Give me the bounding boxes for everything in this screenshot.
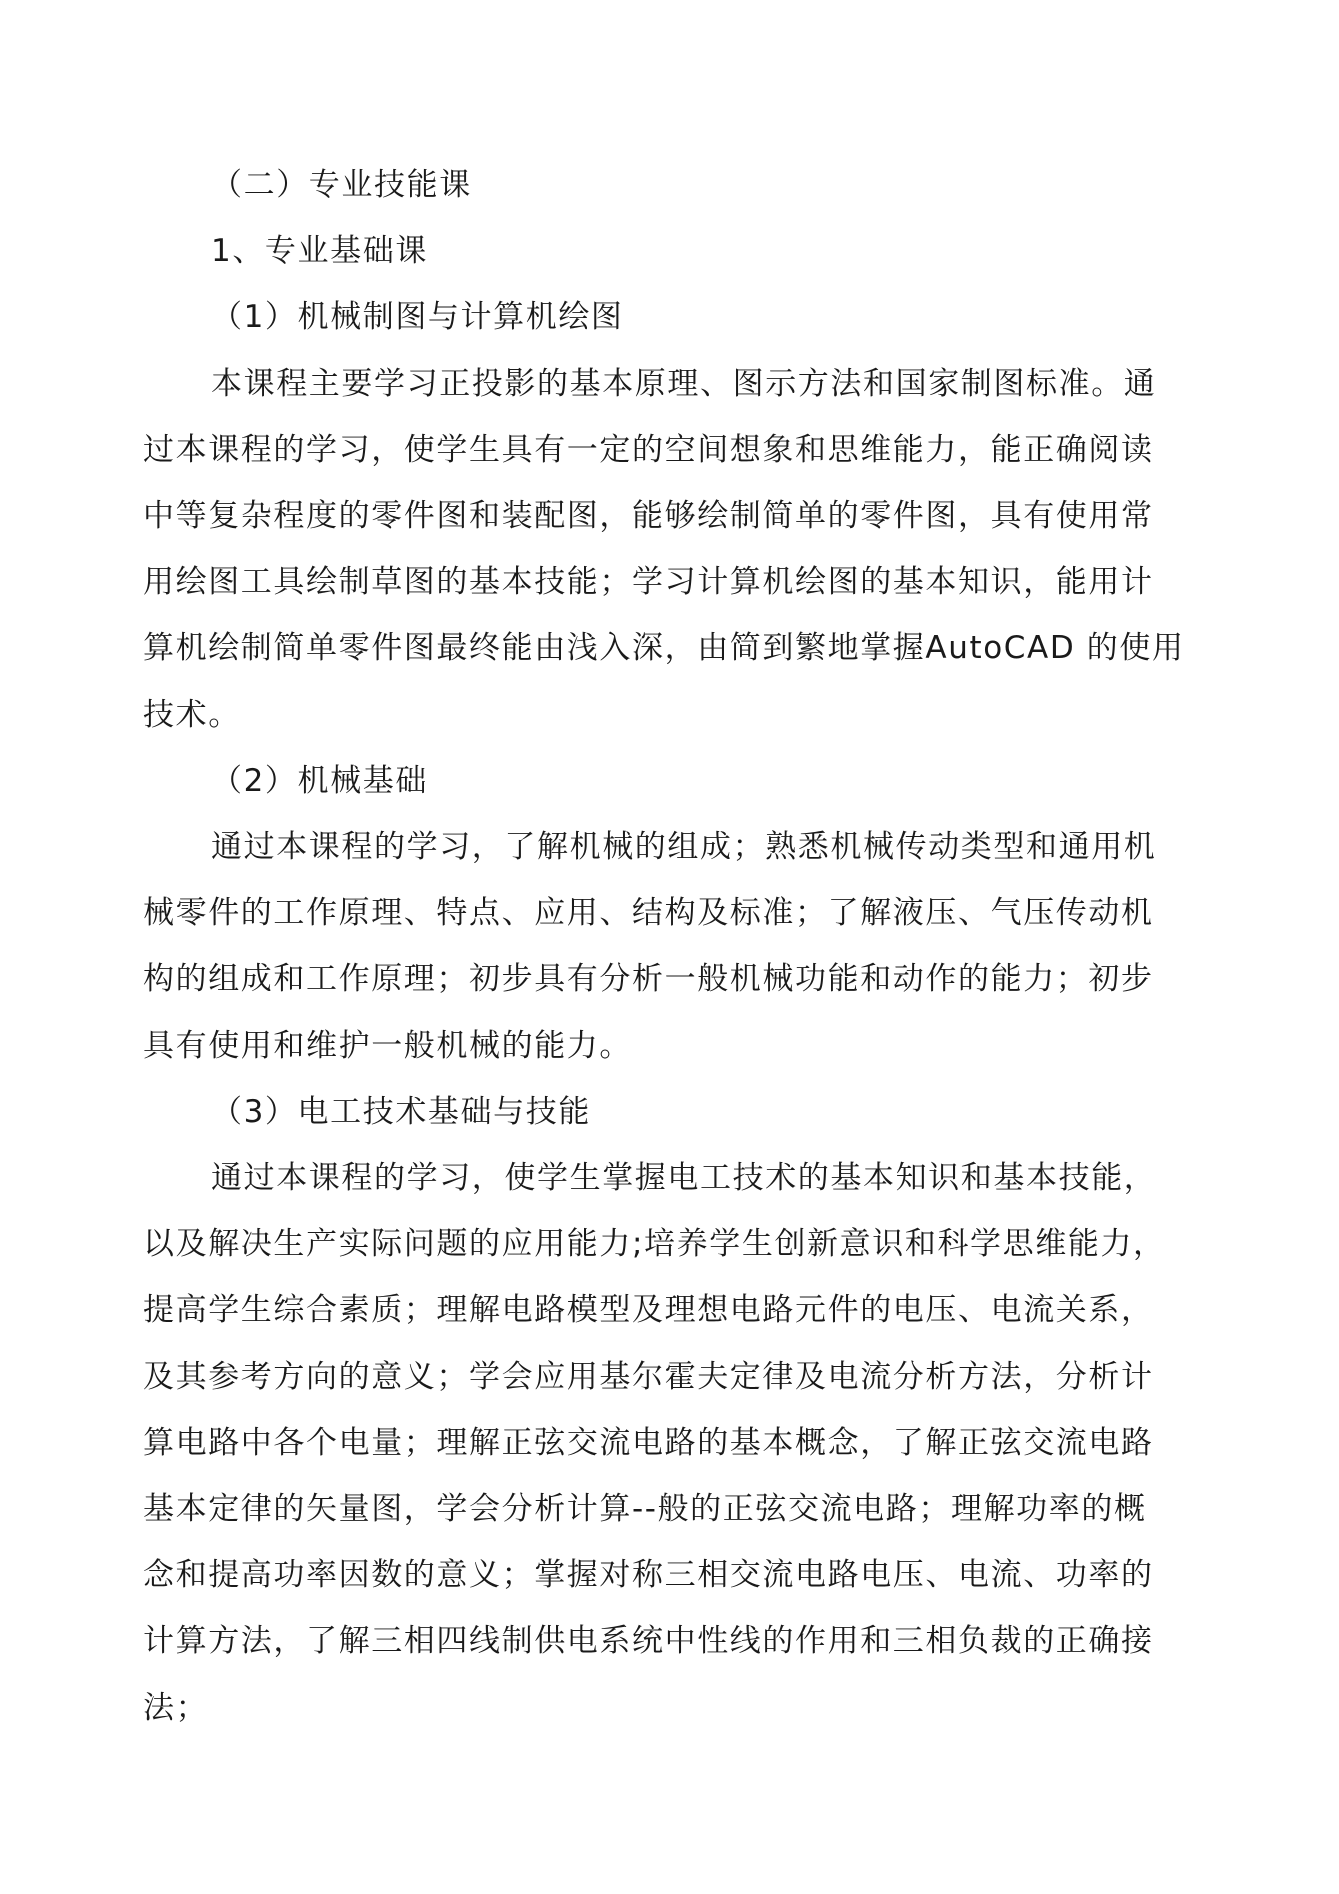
paragraph-line: 过本课程的学习，使学生具有一定的空间想象和思维能力，能正确阅读: [143, 431, 1154, 468]
paragraph-line: 及其参考方向的意义；学会应用基尔霍夫定律及电流分析方法，分析计: [143, 1358, 1154, 1395]
paragraph-line: 算电路中各个电量；理解正弦交流电路的基本概念，了解正弦交流电路: [143, 1424, 1154, 1461]
paragraph-line: 本课程主要学习正投影的基本原理、图示方法和国家制图标准。通: [211, 365, 1157, 402]
paragraph-line: 中等复杂程度的零件图和装配图，能够绘制简单的零件图，具有使用常: [143, 498, 1154, 535]
paragraph-line: 提高学生综合素质；理解电路模型及理想电路元件的电压、电流关系，: [143, 1292, 1154, 1329]
document-body: [143, 152, 1188, 1741]
paragraph-line: 基本定律的矢量图，学会分析计算--般的正弦交流电路；理解功率的概: [143, 1491, 1147, 1528]
paragraph-line: 算机绘制简单零件图最终能由浅入深，由简到繁地掌握AutoCAD 的使用: [143, 630, 1185, 667]
course-title: （1）机械制图与计算机绘图: [211, 299, 624, 336]
paragraph-line: 计算方法，了解三相四线制供电系统中性线的作用和三相负裁的正确接: [143, 1623, 1154, 1660]
paragraph-line: 通过本课程的学习，了解机械的组成；熟悉机械传动类型和通用机: [211, 829, 1157, 866]
subsection-title: 1、专业基础课: [211, 233, 428, 270]
paragraph-line: 以及解决生产实际问题的应用能力;培养学生创新意识和科学思维能力，: [143, 1226, 1166, 1263]
paragraph-line: 用绘图工具绘制草图的基本技能；学习计算机绘图的基本知识，能用计: [143, 564, 1154, 601]
section-title: （二）专业技能课: [211, 167, 472, 203]
paragraph-line: 法；: [143, 1689, 209, 1726]
paragraph-line: 具有使用和维护一般机械的能力。: [143, 1027, 632, 1064]
paragraph-line: 械零件的工作原理、特点、应用、结构及标准；了解液压、气压传动机: [143, 895, 1154, 932]
course-title: （2）机械基础: [211, 762, 428, 799]
paragraph-line: 念和提高功率因数的意义；掌握对称三相交流电路电压、电流、功率的: [143, 1557, 1154, 1594]
paragraph-line: 构的组成和工作原理；初步具有分析一般机械功能和动作的能力；初步: [143, 961, 1154, 998]
course-title: （3）电工技术基础与技能: [211, 1093, 591, 1130]
paragraph-line: 通过本课程的学习，使学生掌握电工技术的基本知识和基本技能，: [211, 1160, 1157, 1197]
paragraph-line: 技术。: [143, 696, 241, 733]
